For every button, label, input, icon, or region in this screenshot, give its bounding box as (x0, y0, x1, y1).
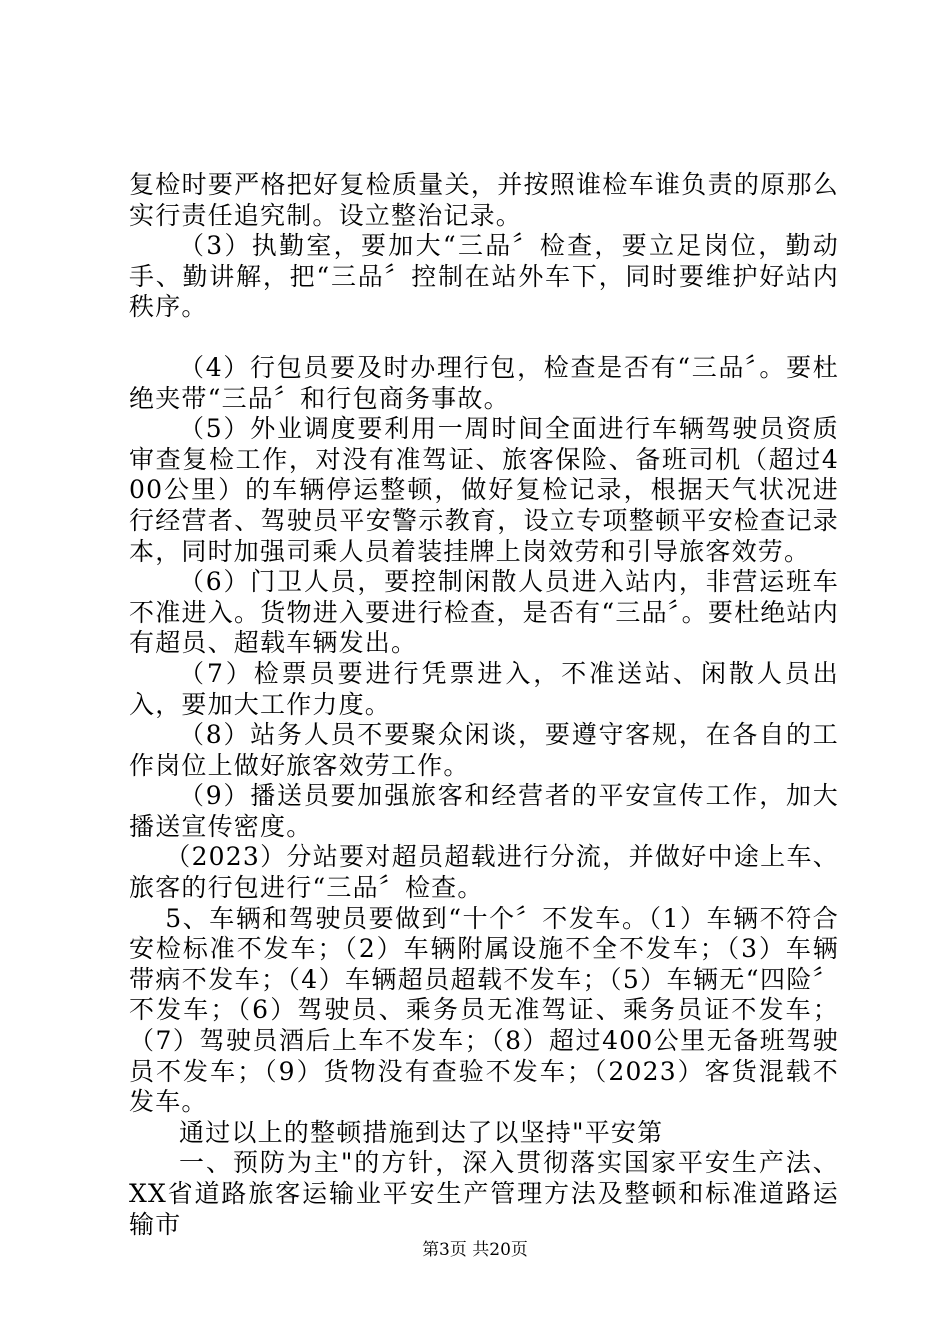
paragraph-12: 一、预防为主"的方针，深入贯彻落实国家平安生产法、XX省道路旅客运输业平安生产管理方法及整顿和标准道路运输市 (129, 1148, 839, 1239)
paragraph-6: （7）检票员要进行凭票进入，不准送站、闲散人员出入，要加大工作力度。 (129, 658, 839, 719)
page-footer (0, 1238, 950, 1262)
paragraph-1: 复检时要严格把好复检质量关，并按照谁检车谁负责的原那么实行责任追究制。设立整治记录。 (129, 170, 839, 230)
paragraph-7: （8）站务人员不要聚众闲谈，要遵守客规，在各自的工作岗位上做好旅客效劳工作。 (129, 720, 839, 780)
paragraph-9: （2023）分站要对超员超载进行分流，并做好中途上车、旅客的行包进行“三品〞检查。 (129, 842, 839, 903)
paragraph-2: （3）执勤室，要加大“三品〞检查，要立足岗位，勤动手、勤讲解，把“三品〞控制在站外车下，同时要维护好站内秩序。 (129, 231, 839, 322)
paragraph-11: 通过以上的整顿措施到达了以坚持"平安第 (179, 1117, 664, 1147)
paragraph-5: （6）门卫人员，要控制闲散人员进入站内，非营运班车不准进入。货物进入要进行检查，是否有“三品〞。要杜绝站内有超员、超载车辆发出。 (129, 567, 839, 658)
document-body (129, 170, 839, 1240)
paragraph-10: 5、车辆和驾驶员要做到“十个〞不发车。（1）车辆不符合安检标准不发车；（2）车辆附属设施不全不发车；（3）车辆带病不发车；（4）车辆超员超载不发车；（5）车辆无“四险〞不发车；（6）驾驶员、乘务员无准驾证、乘务员证不发车；（7）驾驶员酒后上车不发车；（8）超过400公里无备班驾驶员不发车；（9）货物没有查验不发车；（2023）客货混载不发车。 (129, 903, 839, 1117)
paragraph-4: （5）外业调度要利用一周时间全面进行车辆驾驶员资质审查复检工作，对没有准驾证、旅客保险、备班司机（超过400公里）的车辆停运整顿，做好复检记录，根据天气状况进行经营者、驾驶员平安警示教育，设立专项整顿平安检查记录本，同时加强司乘人员着装挂牌上岗效劳和引导旅客效劳。 (129, 414, 839, 566)
page-number-label: 第3页 共20页 (422, 1240, 528, 1260)
paragraph-8: （9）播送员要加强旅客和经营者的平安宣传工作，加大播送宣传密度。 (129, 781, 839, 841)
paragraph-3: （4）行包员要及时办理行包，检查是否有“三品〞。要杜绝夹带“三品〞和行包商务事故。 (129, 352, 839, 413)
